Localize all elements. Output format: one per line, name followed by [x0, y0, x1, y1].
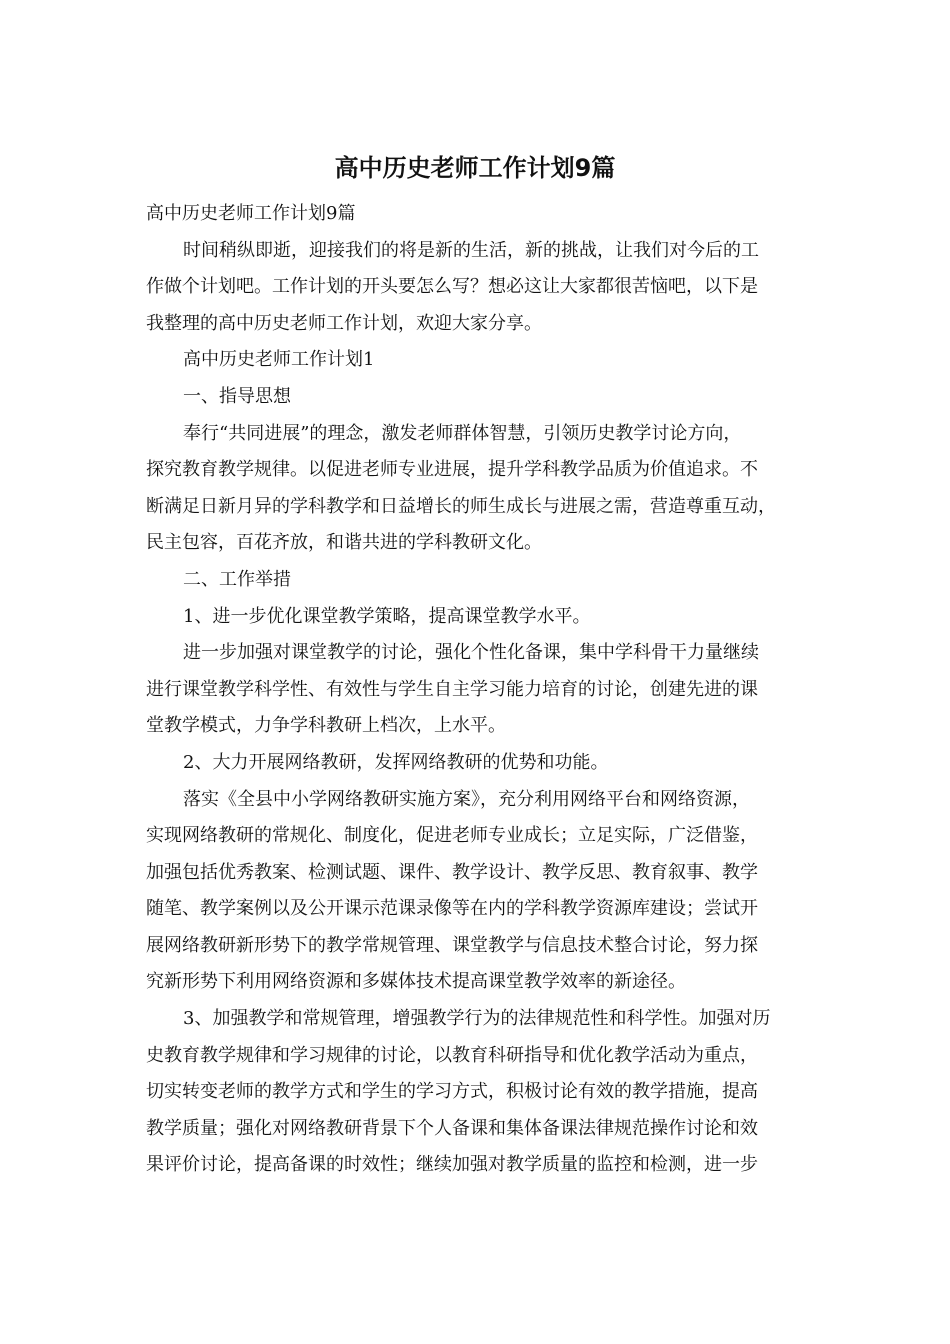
paragraph-line: 实现网络教研的常规化、制度化，促进老师专业成长；立足实际，广泛借鉴， [146, 825, 758, 847]
paragraph-line: 奉行“共同进展”的理念，激发老师群体智慧，引领历史教学讨论方向， [183, 422, 742, 444]
paragraph-line: 究新形势下利用网络资源和多媒体技术提高课堂教学效率的新途径。 [146, 971, 686, 993]
paragraph-line: 果评价讨论，提高备课的时效性；继续加强对教学质量的监控和检测，进一步 [146, 1154, 758, 1176]
intro-line: 作做个计划吧。工作计划的开头要怎么写？想必这让大家都很苦恼吧，以下是 [146, 276, 758, 298]
paragraph-line: 堂教学模式，力争学科教研上档次，上水平。 [146, 715, 506, 737]
paragraph-line: 1、进一步优化课堂教学策略，提高课堂教学水平。 [183, 605, 591, 627]
paragraph-line: 民主包容，百花齐放，和谐共进的学科教研文化。 [146, 532, 542, 554]
paragraph-line: 史教育教学规律和学习规律的讨论，以教育科研指导和优化教学活动为重点， [146, 1044, 758, 1066]
intro-line: 我整理的高中历史老师工作计划，欢迎大家分享。 [146, 312, 542, 334]
paragraph-line: 断满足日新月异的学科教学和日益增长的师生成长与进展之需，营造尊重互动， [146, 495, 776, 517]
paragraph-line: 加强包括优秀教案、检测试题、课件、教学设计、教学反思、教育叙事、教学 [146, 861, 758, 883]
paragraph-line: 展网络教研新形势下的教学常规管理、课堂教学与信息技术整合讨论，努力探 [146, 934, 758, 956]
paragraph-line: 教学质量；强化对网络教研背景下个人备课和集体备课法律规范操作讨论和效 [146, 1117, 758, 1139]
paragraph-line: 进一步加强对课堂教学的讨论，强化个性化备课，集中学科骨干力量继续 [183, 642, 759, 664]
paragraph-line: 切实转变老师的教学方式和学生的学习方式，积极讨论有效的教学措施，提高 [146, 1081, 758, 1103]
paragraph-line: 探究教育教学规律。以促进老师专业进展，提升学科教学品质为价值追求。不 [146, 459, 758, 481]
document-body [146, 196, 818, 1184]
section-heading: 一、指导思想 [183, 385, 291, 407]
section-heading: 高中历史老师工作计划1 [183, 349, 375, 371]
document-title: 高中历史老师工作计划9篇 [334, 154, 616, 182]
paragraph-line: 进行课堂教学科学性、有效性与学生自主学习能力培育的讨论，创建先进的课 [146, 678, 758, 700]
paragraph-line: 落实《全县中小学网络教研实施方案》，充分利用网络平台和网络资源， [183, 788, 750, 810]
section-heading: 二、工作举措 [183, 568, 291, 590]
paragraph-line: 2、大力开展网络教研，发挥网络教研的优势和功能。 [183, 751, 609, 773]
intro-line: 时间稍纵即逝，迎接我们的将是新的生活，新的挑战，让我们对今后的工 [183, 239, 759, 261]
paragraph-line: 3、加强教学和常规管理，增强教学行为的法律规范性和科学性。加强对历 [183, 1008, 771, 1030]
paragraph-line: 随笔、教学案例以及公开课示范课录像等在内的学科教学资源库建设；尝试开 [146, 898, 758, 920]
subtitle-line: 高中历史老师工作计划9篇 [146, 203, 356, 224]
